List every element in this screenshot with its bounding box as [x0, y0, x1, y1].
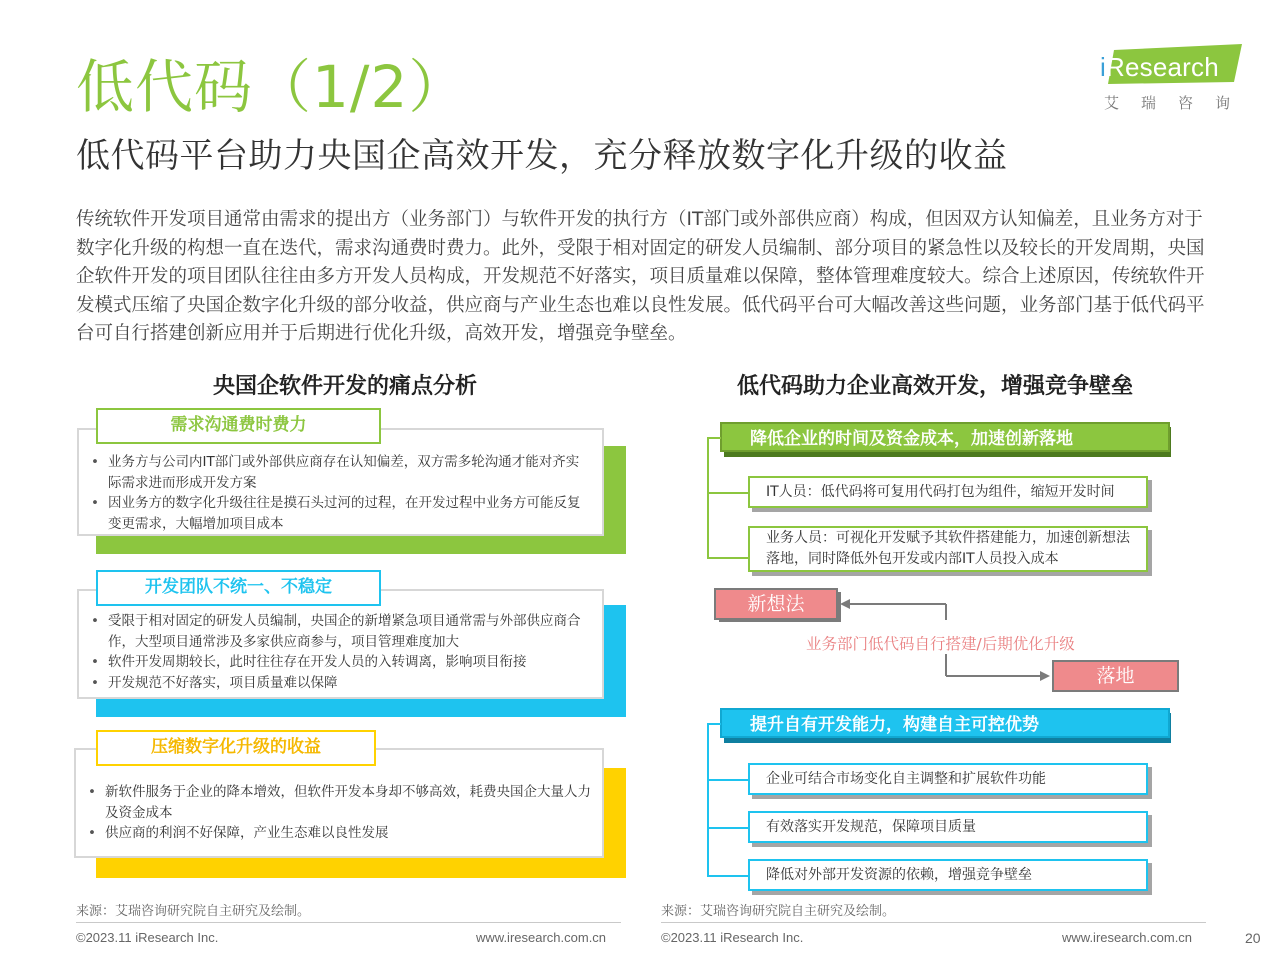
footer-copyright: ©2023.11 iResearch Inc.	[76, 930, 219, 945]
card-list	[91, 611, 592, 693]
list-item: • 受限于相对固定的研发人员编制，央国企的新增紧急项目通常需与外部供应商合作，大型项目通常涉及多家供应商参与，项目管理难度加大	[91, 611, 592, 652]
page-number: 20	[1245, 930, 1261, 946]
footer-divider	[76, 922, 621, 923]
page-title: 低代码（1/2）	[76, 53, 468, 121]
card-title: 需求沟通费时费力	[96, 408, 381, 444]
list-item: • 因业务方的数字化升级往往是摸石头过河的过程，在开发过程中业务方可能反复变更需求，大幅增加项目成本	[91, 493, 592, 534]
logo-wordmark	[1100, 52, 1219, 83]
new-idea-box: 新想法	[714, 588, 838, 620]
page-subtitle: 低代码平台助力央国企高效开发，充分释放数字化升级的收益	[76, 136, 1008, 176]
list-item: • 业务方与公司内IT部门或外部供应商存在认知偏差，双方需多轮沟通才能对齐实际需求进而形成开发方案	[91, 452, 592, 493]
logo-i: i	[1100, 52, 1106, 82]
benefit-box-business: 业务人员：可视化开发赋予其软件搭建能力，加速创新想法落地，同时降低外包开发或内部IT人员投入成本	[748, 526, 1148, 572]
logo-research: Research	[1105, 52, 1219, 82]
connector-line	[707, 437, 721, 439]
benefit-box-quality: 有效落实开发规范，保障项目质量	[748, 811, 1148, 843]
benefit-box-it: IT人员：低代码将可复用代码打包为组件，缩短开发时间	[748, 476, 1148, 508]
pain-card-communication	[77, 428, 604, 536]
list-item: • 开发规范不好落实，项目质量难以保障	[91, 673, 592, 694]
left-source: 来源：艾瑞咨询研究院自主研究及绘制。	[76, 904, 311, 919]
loop-label: 业务部门低代码自行搭建/后期优化升级	[806, 635, 1075, 653]
card-title: 压缩数字化升级的收益	[96, 730, 376, 766]
intro-paragraph: 传统软件开发项目通常由需求的提出方（业务部门）与软件开发的执行方（IT部门或外部供应商）构成，但因双方认知偏差，且业务方对于数字化升级的构想一直在迭代，需求沟通费时费力。此外，受限于相对固定的研发人员编制、部分项目的紧急性以及较长的开发周期，央国企软件开发的项目团队往往由多方开发人员构成，开发规范不好落实，项目质量难以保障，整体管理难度较大。综合上述原因，传统软件开发模式压缩了央国企数字化升级的部分收益，供应商与产业生态也难以良性发展。低代码平台可大幅改善这些问题，业务部门基于低代码平台可自行搭建创新应用并于后期进行优化升级，高效开发，增强竞争壁垒。	[76, 209, 1205, 345]
footer-divider	[661, 922, 1206, 923]
benefit-box-independence: 降低对外部开发资源的依赖，增强竞争壁垒	[748, 859, 1148, 891]
connector-line	[707, 723, 721, 725]
benefit-banner-capability: 提升自有开发能力，构建自主可控优势	[720, 708, 1170, 738]
connector-line	[707, 875, 749, 877]
list-item: • 软件开发周期较长，此时往往存在开发人员的入转调离，影响项目衔接	[91, 652, 592, 673]
connector-line	[707, 492, 749, 494]
benefit-box-adjust: 企业可结合市场变化自主调整和扩展软件功能	[748, 763, 1148, 795]
connector-line	[707, 437, 709, 557]
card-list	[88, 782, 592, 844]
connector-line	[707, 557, 749, 559]
logo-chinese: 艾瑞咨询	[1104, 94, 1253, 112]
benefit-banner-cost: 降低企业的时间及资金成本，加速创新落地	[720, 422, 1170, 452]
landing-box: 落地	[1052, 660, 1179, 692]
right-source: 来源：艾瑞咨询研究院自主研究及绘制。	[661, 904, 896, 919]
connector-line	[707, 723, 709, 876]
left-section-heading: 央国企软件开发的痛点分析	[212, 374, 477, 399]
right-section-heading: 低代码助力企业高效开发，增强竞争壁垒	[736, 374, 1133, 399]
footer-url: www.iresearch.com.cn	[476, 930, 607, 945]
connector-line	[707, 779, 749, 781]
list-item: • 新软件服务于企业的降本增效，但软件开发本身却不够高效，耗费央国企大量人力及资金成本	[88, 782, 592, 823]
card-title: 开发团队不统一、不稳定	[96, 570, 381, 606]
list-item: • 供应商的利润不好保障，产业生态难以良性发展	[88, 823, 592, 844]
footer-copyright: ©2023.11 iResearch Inc.	[661, 930, 804, 945]
connector-line	[707, 827, 749, 829]
footer-url: www.iresearch.com.cn	[1062, 930, 1193, 945]
card-list	[91, 452, 592, 534]
